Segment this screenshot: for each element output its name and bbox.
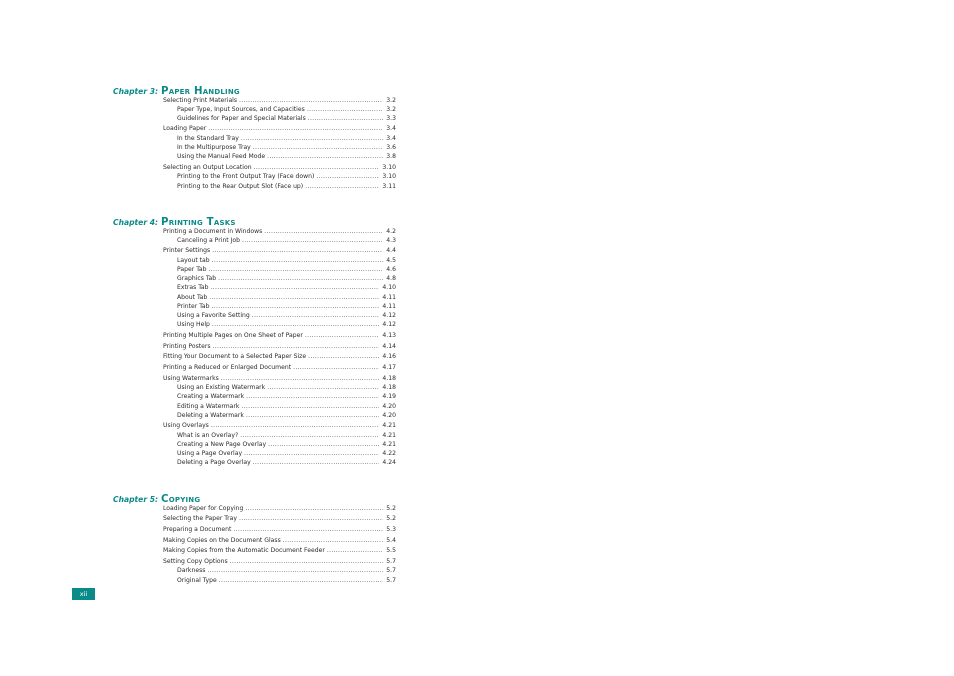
toc-entry-page: 4.21	[382, 422, 396, 430]
dot-leader	[219, 576, 384, 586]
toc-entry-title: Darkness	[177, 567, 206, 575]
toc-entry-title: Using Help	[177, 321, 210, 329]
toc-entry-page: 4.21	[382, 440, 396, 448]
toc-entry-title: What is an Overlay?	[177, 431, 239, 439]
toc-entry-page: 3.4	[386, 124, 396, 132]
toc-entry-page: 5.3	[386, 525, 396, 533]
dot-leader	[253, 458, 380, 468]
toc-entry-title: About Tab	[177, 293, 208, 301]
toc-entry-title: In the Multipurpose Tray	[177, 144, 251, 151]
toc-entry-title: Creating a Watermark	[177, 393, 245, 401]
toc-entry-page: 4.8	[386, 275, 396, 283]
toc-entry-title: Printer Settings	[163, 247, 211, 255]
toc-entry-title: Creating a New Page Overlay	[177, 440, 267, 448]
toc-entry-title: Guidelines for Paper and Special Materials	[177, 115, 306, 122]
toc-entry-title: Selecting Print Materials	[163, 96, 238, 104]
dot-leader	[305, 331, 380, 341]
toc-entry-title: Paper Tab	[177, 265, 207, 273]
dot-leader	[242, 236, 383, 246]
toc-subentry[interactable]	[177, 576, 396, 586]
toc-entry-title: Making Copies on the Document Glass	[163, 536, 281, 544]
dot-leader	[209, 265, 384, 275]
toc-entry-title: Printer Tab	[177, 302, 210, 310]
dot-leader	[208, 124, 383, 134]
toc-entry-title: Editing a Watermark	[177, 402, 240, 410]
toc-entry-title: Extras Tab	[177, 284, 209, 292]
toc-entry-page: 4.17	[382, 364, 396, 372]
toc-entry-title: Using a Page Overlay	[177, 450, 243, 458]
toc-entry-page: 3.10	[382, 164, 396, 172]
toc-entry-title: Printing to the Front Output Tray (Face down)	[177, 173, 315, 181]
toc-entry-title: Preparing a Document	[163, 525, 232, 533]
dot-leader	[246, 411, 380, 421]
toc-subentry[interactable]	[177, 152, 396, 162]
dot-leader	[283, 536, 384, 546]
toc-entry-page: 4.22	[382, 450, 396, 458]
toc-entry-page: 4.4	[386, 247, 396, 255]
toc-entry[interactable]	[163, 342, 396, 352]
toc-entry-title: Setting Copy Options	[163, 558, 228, 566]
toc-entry-page: 4.3	[386, 236, 396, 244]
toc-entry[interactable]	[163, 546, 396, 556]
chapter-label: Chapter 5:	[113, 495, 159, 504]
chapter-title: Paper Handling	[161, 86, 240, 97]
toc-entry-page: 4.14	[382, 342, 396, 350]
toc-entry-title: Using a Favorite Setting	[177, 312, 250, 320]
toc-entry-page: 4.24	[382, 459, 396, 467]
toc-entry-title: Printing a Reduced or Enlarged Document	[163, 364, 292, 372]
toc-entry-page: 5.7	[386, 558, 396, 566]
toc-subentry[interactable]	[177, 458, 396, 468]
toc-entry-page: 4.6	[386, 265, 396, 273]
dot-leader	[305, 182, 379, 192]
toc-entry-page: 3.11	[382, 182, 396, 190]
toc-entry-page: 4.20	[382, 411, 396, 419]
toc-subentry[interactable]	[177, 114, 396, 124]
toc-entry-page: 4.20	[382, 402, 396, 410]
toc-subentry[interactable]	[177, 236, 396, 246]
toc-entry-page: 4.19	[382, 393, 396, 401]
dot-leader	[308, 114, 384, 124]
toc-entry-title: Selecting an Output Location	[163, 164, 252, 172]
toc-entry-page: 4.21	[382, 431, 396, 439]
toc-entry[interactable]	[163, 124, 396, 134]
dot-leader	[327, 546, 383, 556]
toc-entry-title: Original Type	[177, 576, 217, 584]
toc-entry-page: 4.2	[386, 227, 396, 235]
toc-entry-page: 4.12	[382, 312, 396, 320]
toc-entry-page: 5.4	[386, 536, 396, 544]
toc-entry-title: In the Standard Tray	[177, 134, 239, 142]
toc-entry-page: 3.2	[386, 96, 396, 104]
toc-entry-page: 4.11	[382, 302, 396, 310]
toc-entry[interactable]	[163, 536, 396, 546]
chapter-label: Chapter 4:	[113, 218, 159, 227]
chapter-heading	[113, 487, 201, 505]
toc-entry-title: Selecting the Paper Tray	[163, 515, 237, 523]
toc-entry-page: 3.6	[386, 144, 396, 151]
toc-entry-title: Paper Type, Input Sources, and Capacities	[177, 105, 305, 113]
toc-entry-title: Layout tab	[177, 256, 210, 264]
toc-subentry[interactable]	[177, 182, 396, 192]
toc-entry-title: Deleting a Watermark	[177, 411, 244, 419]
toc-entry-title: Printing a Document in Windows	[163, 227, 263, 235]
toc-entry-title: Loading Paper	[163, 124, 207, 132]
toc-entry-page: 3.4	[386, 134, 396, 142]
toc-entry-title: Printing Posters	[163, 342, 211, 350]
chapter-title: Printing Tasks	[161, 217, 236, 228]
dot-leader	[213, 342, 380, 352]
toc-entry[interactable]	[163, 331, 396, 341]
toc-entry-page: 3.3	[386, 115, 396, 122]
toc-subentry[interactable]	[177, 320, 396, 330]
toc-entry-title: Printing Multiple Pages on One Sheet of Paper	[163, 331, 303, 339]
toc-entry-page: 4.18	[382, 384, 396, 392]
toc-entry-page: 5.7	[386, 567, 396, 575]
toc-entry-page: 3.10	[382, 173, 396, 181]
toc-entry-page: 4.12	[382, 321, 396, 329]
toc-subentry[interactable]	[177, 265, 396, 275]
toc-entry-title: Making Copies from the Automatic Document Feeder	[163, 547, 325, 555]
toc-entry-title: Using Overlays	[163, 422, 209, 430]
chapter-heading	[113, 79, 240, 97]
toc-entry-page: 4.16	[382, 353, 396, 361]
chapter-label: Chapter 3:	[113, 87, 159, 96]
toc-subentry[interactable]	[177, 411, 396, 421]
toc-entry-title: Loading Paper for Copying	[163, 504, 244, 512]
dot-leader	[293, 363, 379, 373]
toc-entry-title: Printing to the Rear Output Slot (Face up)	[177, 182, 304, 190]
toc-entry-page: 4.5	[386, 256, 396, 264]
dot-leader	[239, 514, 383, 524]
toc-entry-page: 4.18	[382, 374, 396, 382]
toc-entry[interactable]	[163, 352, 396, 362]
toc-entry-title: Using an Existing Watermark	[177, 384, 266, 392]
toc-entry-title: Deleting a Page Overlay	[177, 459, 251, 467]
toc-entry-page: 5.7	[386, 576, 396, 584]
toc-entry-page: 5.2	[386, 504, 396, 512]
toc-entry-page: 4.10	[382, 284, 396, 292]
toc-entry-title: Using the Manual Feed Mode	[177, 153, 266, 161]
toc-entry-page: 4.13	[382, 331, 396, 339]
toc-entry-page: 3.2	[386, 105, 396, 113]
chapter-heading	[113, 210, 236, 228]
toc-entry-title: Using Watermarks	[163, 374, 219, 382]
dot-leader	[267, 152, 383, 162]
dot-leader	[212, 320, 380, 330]
toc-entry-title: Fitting Your Document to a Selected Paper Size	[163, 353, 307, 361]
dot-leader	[245, 504, 383, 514]
toc-entry[interactable]	[163, 514, 396, 524]
toc-entry-page: 5.5	[386, 547, 396, 555]
toc-entry-page: 5.2	[386, 515, 396, 523]
toc-entry[interactable]	[163, 525, 396, 535]
toc-entry-page: 4.11	[382, 293, 396, 301]
toc-entry[interactable]	[163, 504, 396, 514]
toc-entry-title: Canceling a Print Job	[177, 236, 241, 244]
dot-leader	[233, 525, 383, 535]
toc-entry[interactable]	[163, 363, 396, 373]
chapter-title: Copying	[161, 494, 201, 505]
dot-leader	[308, 352, 379, 362]
toc-entry-title: Graphics Tab	[177, 275, 217, 283]
toc-entry-page: 3.8	[386, 153, 396, 161]
page-number-badge: xii	[72, 588, 95, 600]
